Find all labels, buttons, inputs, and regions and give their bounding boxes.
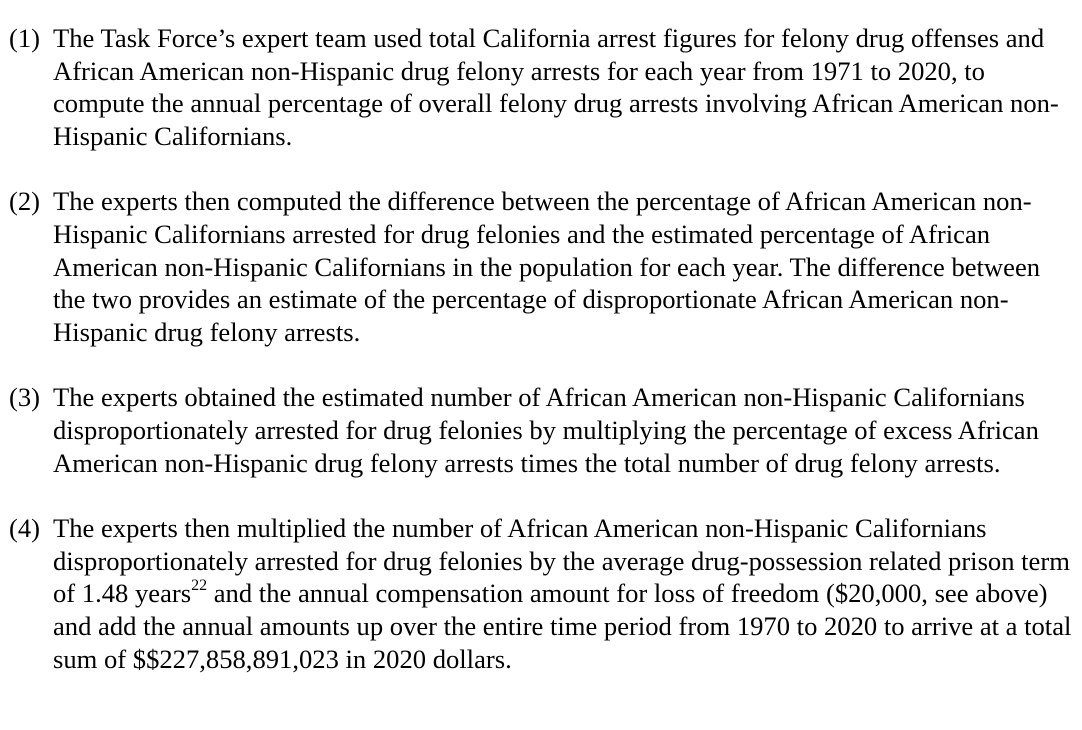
list-item-2 [9,185,1076,348]
item-text: The experts then computed the difference between the percentage of African American non-Hispanic Californians arrested for drug felonies and the estimated percentage of African American non-Hispanic Californians in the population for each year. The difference between the two provides an estimate of the percentage of disproportionate African American non-Hispanic drug felony arrests. [53,186,1041,347]
item-text-before: The experts then multiplied the number of African American non-Hispanic Californians disproportionately arrested for drug felonies by the average drug-possession related prison term of 1.48 years [53,513,1070,609]
list-item-4 [9,512,1076,675]
item-text-after: and the annual compensation amount for loss of freedom ($20,000, see above) and add the annual amounts up over the entire time period from 1970 to 2020 to arrive at a total sum of $$227,858,891,023 in 2020 dollars. [53,578,1072,674]
item-number: (2) [9,186,41,217]
list-item-3 [9,381,1076,479]
list-item-1 [9,22,1076,152]
item-text [53,512,1076,675]
footnote-marker[interactable]: 22 [191,577,208,595]
item-text: The Task Force’s expert team used total California arrest figures for felony drug offenses and African American non-Hispanic drug felony arrests for each year from 1971 to 2020, to compute the annual percentage of overall felony drug arrests involving African American non-Hispanic Californians. [53,23,1059,151]
item-number: (4) [9,513,41,544]
item-number: (1) [9,23,41,53]
item-number: (3) [9,382,41,413]
item-text: The experts obtained the estimated number of African American non-Hispanic Californians disproportionately arrested for drug felonies by multiplying the percentage of excess African American non-Hispanic drug felony arrests times the total number of drug felony arrests. [53,382,1039,478]
